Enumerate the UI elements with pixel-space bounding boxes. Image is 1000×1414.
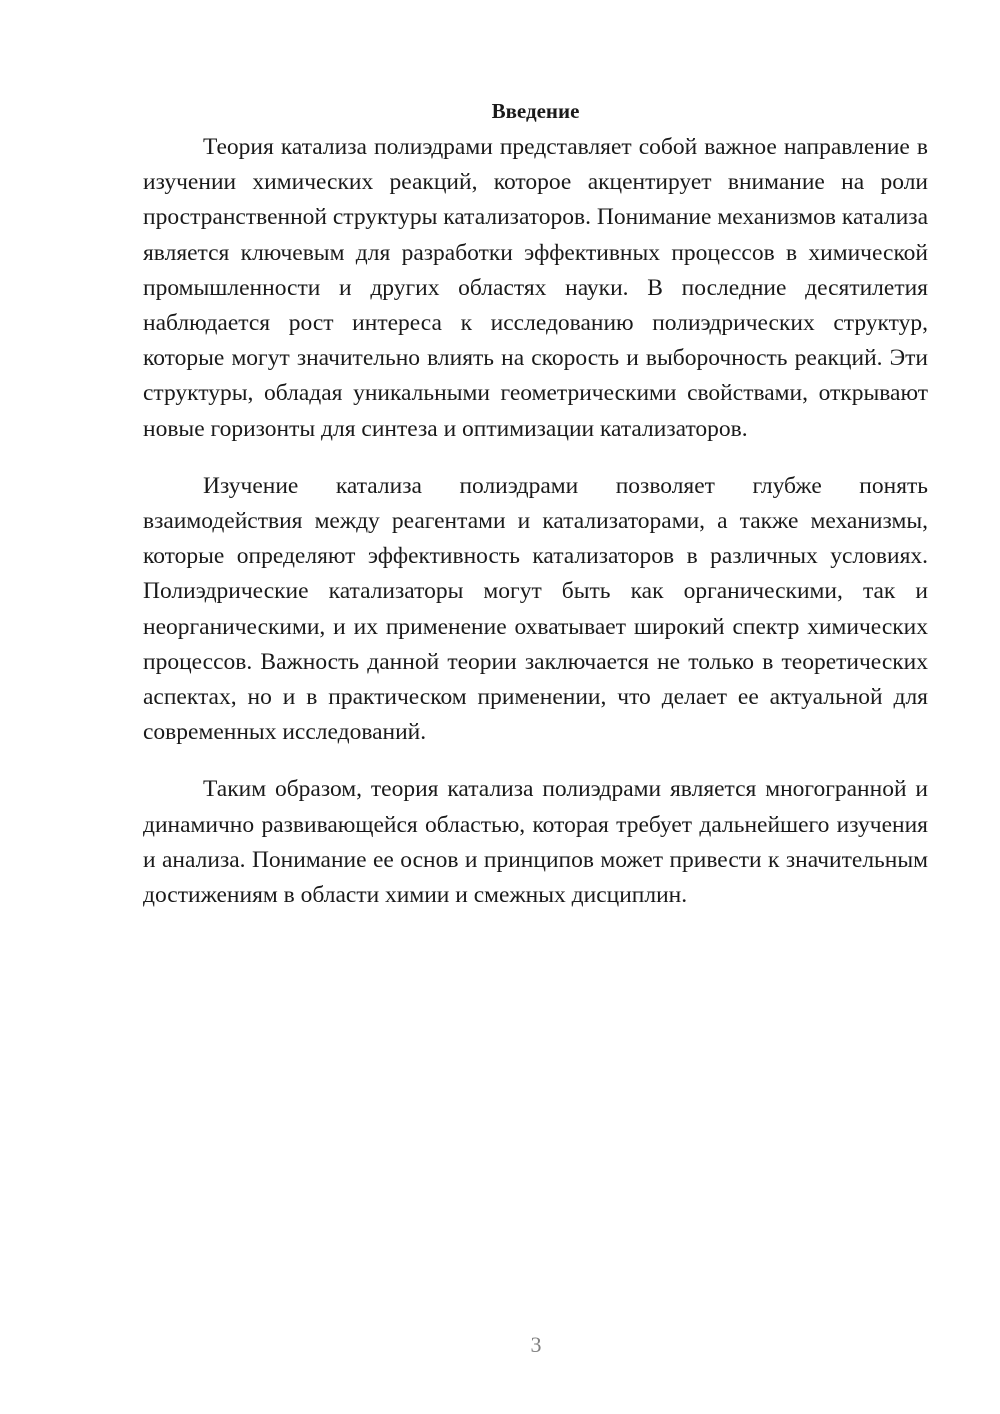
- paragraph-2: Изучение катализа полиэдрами позволяет глубже понять взаимодействия между реагентами и катализаторами, а также механизмы, которые определяют эффективность катализаторов в различных условиях. Полиэдрические катализаторы могут быть как органическими, так и неорганическими, и их применение охватывает широкий спектр химических процессов. Важность данной теории заключается не только в теоретических аспектах, но и в практическом применении, что делает ее актуальной для современных исследований.: [143, 472, 928, 746]
- section-heading: Введение: [491, 99, 580, 123]
- paragraph-3: Таким образом, теория катализа полиэдрами является многогранной и динамично развивающейся областью, которая требует дальнейшего изучения и анализа. Понимание ее основ и принципов может привести к значительным достижениям в области химии и смежных дисциплин.: [143, 776, 928, 909]
- page-number: 3: [530, 1332, 542, 1357]
- page-content: [143, 96, 928, 913]
- paragraph-1: Теория катализа полиэдрами представляет собой важное направление в изучении химических реакций, которое акцентирует внимание на роли пространственной структуры катализаторов. Понимание механизмов катализа является ключевым для разработки эффективных процессов в химической промышленности и других областях науки. В последние десятилетия наблюдается рост интереса к исследованию полиэдрических структур, которые могут значительно влиять на скорость и выборочность реакций. Эти структуры, обладая уникальными геометрическими свойствами, открывают новые горизонты для синтеза и оптимизации катализаторов.: [143, 134, 928, 442]
